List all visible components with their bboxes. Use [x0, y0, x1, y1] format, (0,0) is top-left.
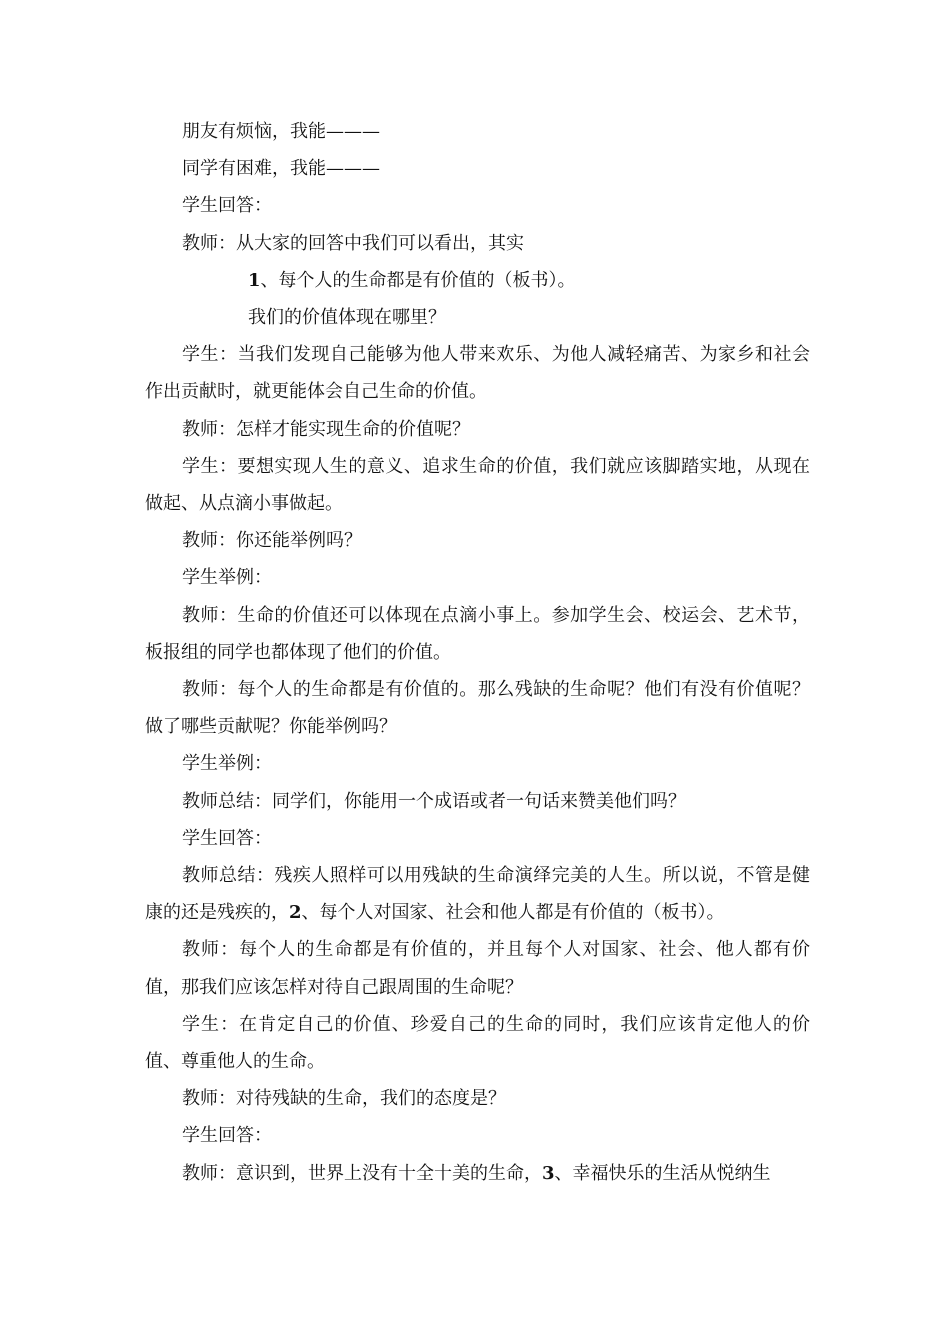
paragraph: 学生回答：	[182, 827, 272, 849]
paragraph-text: 教师：意识到，世界上没有十全十美的生命，	[182, 1162, 542, 1184]
paragraph: 学生举例：	[182, 567, 272, 589]
paragraph: 我们的价值体现在哪里？	[248, 307, 446, 329]
paragraph: 学生回答：	[182, 1125, 272, 1147]
paragraph: 同学有困难，我能———	[182, 158, 380, 180]
point-number: 3	[542, 1162, 555, 1184]
paragraph-text: 、每个人对国家、社会和他人都是有价值的（板书）。	[301, 902, 725, 924]
paragraph: 教师：你还能举例吗？	[182, 530, 362, 552]
paragraph: 教师：从大家的回答中我们可以看出，其实	[182, 232, 524, 254]
paragraph: 学生：要想实现人生的意义、追求生命的价值，我们就应该脚踏实地，从现在做起、从点滴小事做起。	[145, 455, 810, 515]
paragraph: 学生：当我们发现自己能够为他人带来欢乐、为他人减轻痛苦、为家乡和社会作出贡献时，就更能体会自己生命的价值。	[145, 344, 810, 403]
paragraph: 朋友有烦恼，我能———	[182, 121, 380, 142]
paragraph	[145, 262, 810, 299]
paragraph: 学生回答：	[182, 195, 272, 217]
paragraph: 教师：生命的价值还可以体现在点滴小事上。参加学生会、校运会、艺术节，板报组的同学也都体现了他们的价值。	[145, 604, 810, 663]
paragraph	[145, 1155, 810, 1192]
paragraph: 教师：每个人的生命都是有价值的，并且每个人对国家、社会、他人都有价值，那我们应该怎样对待自己跟周围的生命呢？	[145, 939, 810, 998]
point-number: 1	[248, 269, 261, 291]
paragraph-text: 教师总结：残疾人照样可以用残缺的生命演绎完美的人生。所以说，不管是健康的还是残疾的，	[145, 865, 810, 924]
paragraph	[145, 857, 810, 931]
paragraph: 教师：怎样才能实现生命的价值呢？	[182, 418, 470, 440]
paragraph-text: 、幸福快乐的生活从悦纳生	[554, 1162, 771, 1184]
document-body	[145, 113, 810, 1192]
paragraph: 教师：对待残缺的生命，我们的态度是？	[182, 1088, 506, 1110]
paragraph: 学生：在肯定自己的价值、珍爱自己的生命的同时，我们应该肯定他人的价值、尊重他人的生命。	[145, 1013, 810, 1073]
point-number: 2	[289, 902, 302, 924]
paragraph: 教师：每个人的生命都是有价值的。那么残缺的生命呢？他们有没有价值呢？做了哪些贡献呢？你能举例吗？	[145, 679, 810, 738]
paragraph-text: 、每个人的生命都是有价值的（板书）。	[260, 269, 576, 291]
paragraph: 学生举例：	[182, 753, 272, 775]
paragraph: 教师总结：同学们，你能用一个成语或者一句话来赞美他们吗？	[182, 790, 686, 812]
